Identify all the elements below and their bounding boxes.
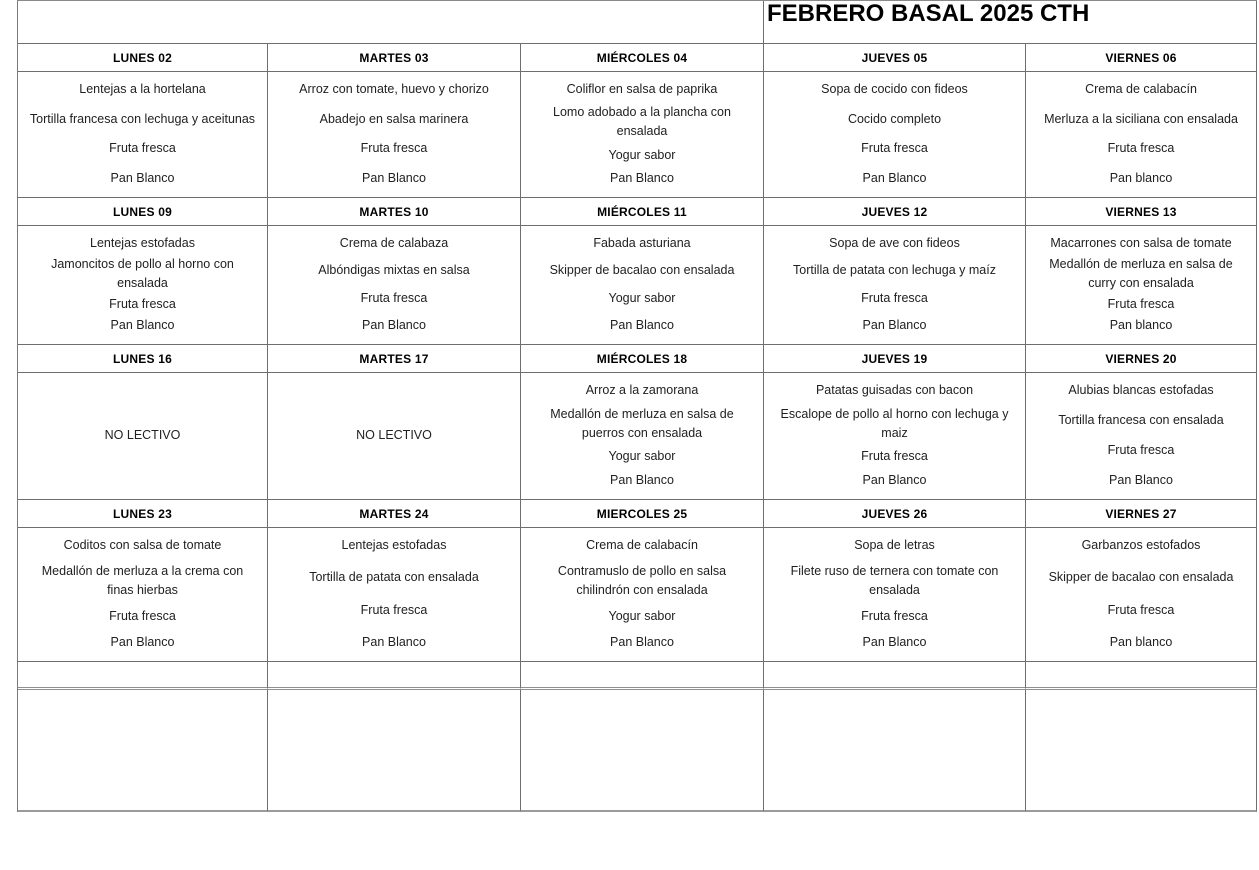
dish-second-course: Filete ruso de ternera con tomate con ensalada — [790, 564, 999, 597]
menu-cell — [521, 72, 764, 198]
menu-cell — [764, 226, 1026, 345]
dish-bread: Pan Blanco — [362, 634, 426, 649]
dish-first-course: Arroz a la zamorana — [585, 383, 699, 397]
menu-cell — [18, 528, 268, 662]
dish-second-course: Medallón de merluza a la crema con finas hierbas — [41, 564, 244, 597]
dish-second-course: Tortilla de patata con lechuga y maíz — [793, 263, 996, 278]
dish-bread: Pan Blanco — [862, 472, 927, 487]
menu-table — [17, 0, 1257, 812]
dish-bread: Pan Blanco — [1109, 473, 1173, 487]
day-header: JUEVES 26 — [764, 500, 1026, 528]
no-lectivo-cell — [268, 373, 521, 500]
dish-first-course: Lentejas a la hortelana — [79, 82, 206, 96]
no-lectivo-label: NO LECTIVO — [104, 428, 181, 442]
dish-dessert: Fruta fresca — [109, 609, 176, 623]
dish-bread: Pan Blanco — [110, 318, 175, 332]
dish-second-course: Contramuslo de pollo en salsa chilindrón con ensalada — [557, 564, 727, 597]
day-header: LUNES 16 — [18, 345, 268, 373]
dish-second-course: Jamoncitos de pollo al horno con ensalada — [51, 257, 234, 290]
dish-second-course: Skipper de bacalao con ensalada — [549, 263, 735, 278]
day-header: MIÉRCOLES 04 — [521, 44, 764, 72]
day-header: MARTES 17 — [268, 345, 521, 373]
dish-dessert: Fruta fresca — [1107, 602, 1175, 617]
dish-bread: Pan Blanco — [610, 635, 674, 649]
dish-second-course: Tortilla francesa con lechuga y aceitunas — [29, 111, 256, 126]
dish-first-course: Crema de calabaza — [339, 236, 449, 250]
empty-cell — [18, 690, 268, 812]
dish-first-course: Coliflor en salsa de paprika — [566, 82, 718, 96]
menu-cell — [18, 226, 268, 345]
dish-bread: Pan Blanco — [110, 170, 175, 185]
dish-bread: Pan blanco — [1109, 170, 1173, 185]
day-header: JUEVES 12 — [764, 198, 1026, 226]
dish-second-course: Cocido completo — [847, 111, 942, 126]
dish-first-course: Crema de calabacín — [586, 538, 698, 552]
menu-cell — [1026, 528, 1257, 662]
empty-cell — [18, 662, 268, 690]
dish-bread: Pan Blanco — [362, 317, 426, 332]
dish-dessert: Yogur sabor — [608, 609, 676, 623]
dish-bread: Pan Blanco — [610, 170, 674, 185]
dish-bread: Pan blanco — [1109, 634, 1173, 649]
dish-dessert: Fruta fresca — [861, 290, 928, 305]
dish-bread: Pan Blanco — [610, 317, 674, 332]
dish-dessert: Fruta fresca — [861, 609, 928, 623]
dish-first-course: Arroz con tomate, huevo y chorizo — [299, 82, 489, 96]
dish-second-course: Tortilla francesa con ensalada — [1058, 413, 1224, 427]
dish-bread: Pan Blanco — [110, 635, 175, 649]
menu-cell — [764, 373, 1026, 500]
dish-bread: Pan Blanco — [362, 170, 426, 185]
empty-cell — [764, 690, 1026, 812]
empty-cell — [764, 662, 1026, 690]
empty-cell — [521, 662, 764, 690]
dish-second-course: Medallón de merluza en salsa de curry con ensalada — [1049, 257, 1233, 290]
menu-cell — [18, 72, 268, 198]
dish-second-course: Skipper de bacalao con ensalada — [1048, 570, 1234, 585]
dish-first-course: Lentejas estofadas — [90, 236, 195, 250]
dish-first-course: Macarrones con salsa de tomate — [1050, 236, 1232, 250]
day-header: MIÉRCOLES 11 — [521, 198, 764, 226]
dish-first-course: Sopa de letras — [854, 538, 935, 552]
dish-second-course: Lomo adobado a la plancha con ensalada — [553, 105, 731, 139]
dish-dessert: Fruta fresca — [861, 141, 928, 156]
menu-cell — [268, 528, 521, 662]
dish-first-course: Sopa de cocido con fideos — [821, 82, 968, 96]
day-header: VIERNES 13 — [1026, 198, 1257, 226]
no-lectivo-cell — [18, 373, 268, 500]
day-header: MARTES 03 — [268, 44, 521, 72]
dish-dessert: Fruta fresca — [1107, 141, 1175, 156]
empty-cell — [1026, 662, 1257, 690]
menu-cell — [521, 226, 764, 345]
dish-dessert: Yogur sabor — [608, 290, 676, 305]
dish-dessert: Fruta fresca — [360, 141, 428, 156]
menu-cell — [1026, 226, 1257, 345]
dish-dessert: Yogur sabor — [608, 147, 676, 162]
dish-dessert: Fruta fresca — [109, 141, 176, 156]
day-header: JUEVES 05 — [764, 44, 1026, 72]
menu-cell — [268, 72, 521, 198]
day-header: LUNES 23 — [18, 500, 268, 528]
dish-second-course: Escalope de pollo al horno con lechuga y maiz — [780, 406, 1009, 440]
dish-dessert: Fruta fresca — [1107, 443, 1175, 457]
empty-cell — [268, 662, 521, 690]
dish-bread: Pan Blanco — [862, 635, 927, 649]
dish-bread: Pan blanco — [1109, 318, 1173, 332]
dish-dessert: Fruta fresca — [360, 290, 428, 305]
dish-dessert: Fruta fresca — [109, 297, 176, 311]
day-header: MARTES 24 — [268, 500, 521, 528]
dish-first-course: Patatas guisadas con bacon — [815, 383, 974, 397]
empty-cell — [268, 690, 521, 812]
day-header: VIERNES 20 — [1026, 345, 1257, 373]
menu-cell — [764, 72, 1026, 198]
empty-cell — [521, 690, 764, 812]
dish-dessert: Fruta fresca — [1107, 297, 1175, 311]
dish-second-course: Albóndigas mixtas en salsa — [318, 263, 470, 278]
dish-second-course: Merluza a la siciliana con ensalada — [1044, 111, 1238, 126]
dish-first-course: Sopa de ave con fideos — [829, 236, 960, 250]
dish-second-course: Abadejo en salsa marinera — [319, 111, 469, 126]
dish-first-course: Fabada asturiana — [593, 236, 691, 250]
day-header: MARTES 10 — [268, 198, 521, 226]
empty-cell — [1026, 690, 1257, 812]
page-title: FEBRERO BASAL 2025 CTH — [764, 1, 1257, 44]
day-header: LUNES 09 — [18, 198, 268, 226]
dish-second-course: Medallón de merluza en salsa de puerros con ensalada — [550, 406, 734, 440]
dish-first-course: Crema de calabacín — [1085, 82, 1197, 96]
menu-cell — [521, 373, 764, 500]
dish-first-course: Lentejas estofadas — [341, 538, 447, 552]
dish-first-course: Alubias blancas estofadas — [1068, 383, 1214, 397]
menu-cell — [1026, 72, 1257, 198]
dish-second-course: Tortilla de patata con ensalada — [309, 570, 479, 585]
dish-bread: Pan Blanco — [862, 170, 927, 185]
day-header: VIERNES 06 — [1026, 44, 1257, 72]
day-header: MIERCOLES 25 — [521, 500, 764, 528]
dish-first-course: Garbanzos estofados — [1081, 538, 1201, 552]
menu-cell — [1026, 373, 1257, 500]
title-spacer-cell — [18, 1, 764, 44]
dish-dessert: Fruta fresca — [360, 602, 428, 617]
day-header: VIERNES 27 — [1026, 500, 1257, 528]
dish-dessert: Fruta fresca — [861, 449, 928, 464]
menu-cell — [268, 226, 521, 345]
menu-cell — [521, 528, 764, 662]
dish-first-course: Coditos con salsa de tomate — [63, 538, 222, 552]
day-header: JUEVES 19 — [764, 345, 1026, 373]
dish-dessert: Yogur sabor — [608, 449, 676, 464]
day-header: MIÉRCOLES 18 — [521, 345, 764, 373]
day-header: LUNES 02 — [18, 44, 268, 72]
no-lectivo-label: NO LECTIVO — [356, 428, 432, 442]
dish-bread: Pan Blanco — [610, 472, 674, 487]
dish-bread: Pan Blanco — [862, 317, 927, 332]
menu-cell — [764, 528, 1026, 662]
